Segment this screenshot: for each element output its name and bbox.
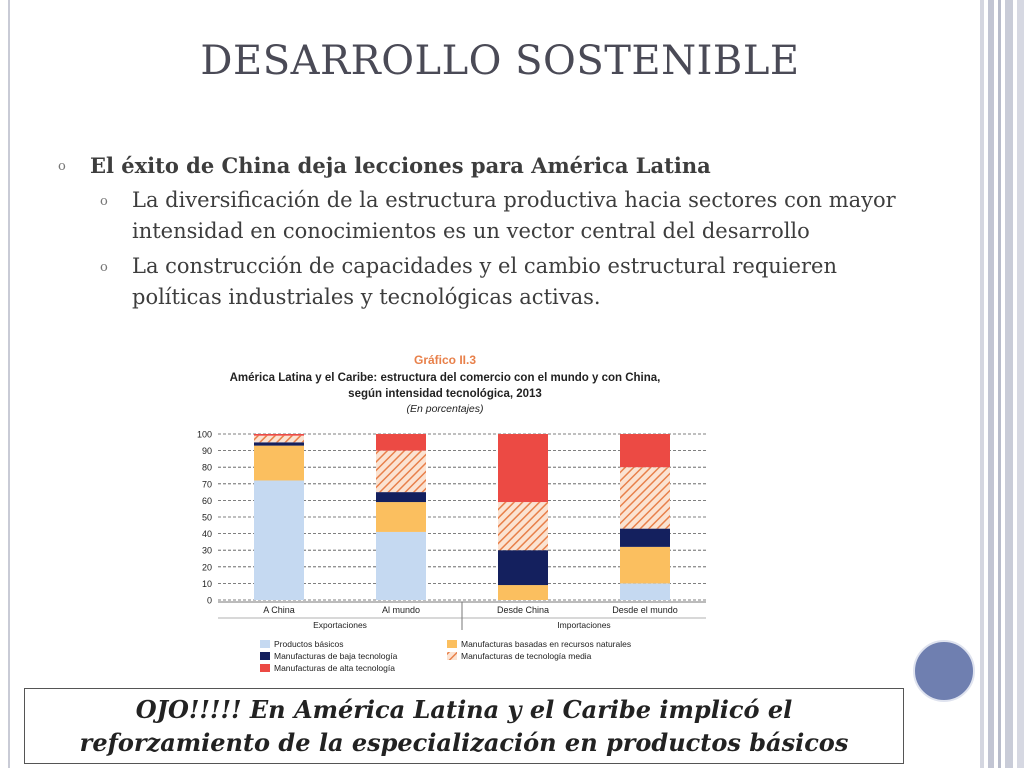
chart-title-line2: según intensidad tecnológica, 2013 [348, 388, 542, 400]
bar-segment [376, 434, 426, 451]
chart-subtitle: (En porcentajes) [406, 403, 484, 415]
bar-segment [620, 583, 670, 600]
legend-label: Manufacturas de alta tecnología [274, 663, 395, 673]
callout-line-2: reforzamiento de la especialización en productos básicos [79, 728, 849, 757]
legend-swatch [260, 664, 270, 672]
bar-segment [498, 585, 548, 600]
bar-segment [376, 492, 426, 502]
bar-segment [254, 436, 304, 443]
chart-title: América Latina y el Caribe: estructura del comercio con el mundo y con China, [229, 372, 661, 384]
category-label: Desde China [496, 605, 550, 615]
y-tick-label: 70 [201, 479, 212, 490]
bar-segment [254, 480, 304, 600]
bullet-symbol: o [58, 159, 66, 174]
y-tick-label: 20 [201, 562, 212, 573]
y-tick-label: 80 [201, 462, 212, 473]
chart-legend [260, 639, 631, 673]
bar-segment [620, 467, 670, 528]
y-tick-label: 90 [201, 446, 212, 457]
bullet-sub-1-text: La diversificación de la estructura productiva hacia sectores con mayor intensidad en conocimientos es un vector central del desarrollo [132, 188, 896, 243]
legend-swatch [447, 640, 457, 648]
category-label: A China [263, 605, 295, 615]
legend-swatch [260, 652, 270, 660]
bar-segment [376, 532, 426, 600]
bullet-symbol: o [100, 260, 108, 275]
bar-segment [620, 434, 670, 467]
bullet-sub-2-text: La construcción de capacidades y el cambio estructural requieren políticas industriales y tecnológicas activas. [132, 254, 837, 309]
category-label: Desde el mundo [612, 605, 678, 615]
legend-label: Manufacturas basadas en recursos naturales [461, 639, 632, 649]
bar-segment [498, 434, 548, 502]
bullet-list [58, 150, 918, 313]
bar-segment [620, 529, 670, 547]
chart-bars [254, 434, 670, 600]
bullet-symbol: o [100, 194, 108, 209]
legend-swatch [260, 640, 270, 648]
bar-segment [376, 451, 426, 493]
group-label: Exportaciones [313, 620, 367, 630]
bar-segment [498, 502, 548, 550]
legend-swatch [447, 652, 457, 660]
callout-line-1: OJO!!!!! En América Latina y el Caribe implicó el [135, 695, 793, 724]
y-tick-label: 40 [201, 529, 212, 540]
chart-svg [190, 350, 730, 690]
chart-number: Gráfico II.3 [413, 353, 477, 367]
y-tick-label: 50 [201, 512, 212, 523]
y-tick-label: 30 [201, 545, 212, 556]
right-decorative-stripes [980, 0, 1024, 768]
category-label: Al mundo [381, 605, 421, 615]
legend-label: Productos básicos [274, 639, 344, 649]
y-tick-label: 60 [201, 495, 212, 506]
bullet-sub-1 [100, 185, 918, 247]
bar-segment [376, 502, 426, 532]
y-tick-label: 10 [201, 578, 212, 589]
legend-label: Manufacturas de baja tecnología [274, 651, 398, 661]
bar-segment [254, 442, 304, 445]
bar-segment [498, 550, 548, 585]
group-label: Importaciones [557, 620, 611, 630]
decorative-circle [913, 640, 975, 702]
bar-segment [620, 547, 670, 584]
ojo-callout-box [24, 688, 904, 764]
bullet-main [58, 150, 918, 181]
bullet-sub-2 [100, 251, 918, 313]
slide-title: DESARROLLO SOSTENIBLE [200, 38, 800, 84]
trade-structure-chart [190, 350, 730, 690]
y-tick-label: 100 [196, 429, 212, 440]
y-tick-label: 0 [206, 595, 212, 606]
legend-label: Manufacturas de tecnología media [461, 651, 592, 661]
bullet-main-text: El éxito de China deja lecciones para América Latina [90, 153, 711, 178]
bar-segment [254, 446, 304, 481]
left-decorative-rule [8, 0, 10, 768]
bar-segment [254, 434, 304, 436]
